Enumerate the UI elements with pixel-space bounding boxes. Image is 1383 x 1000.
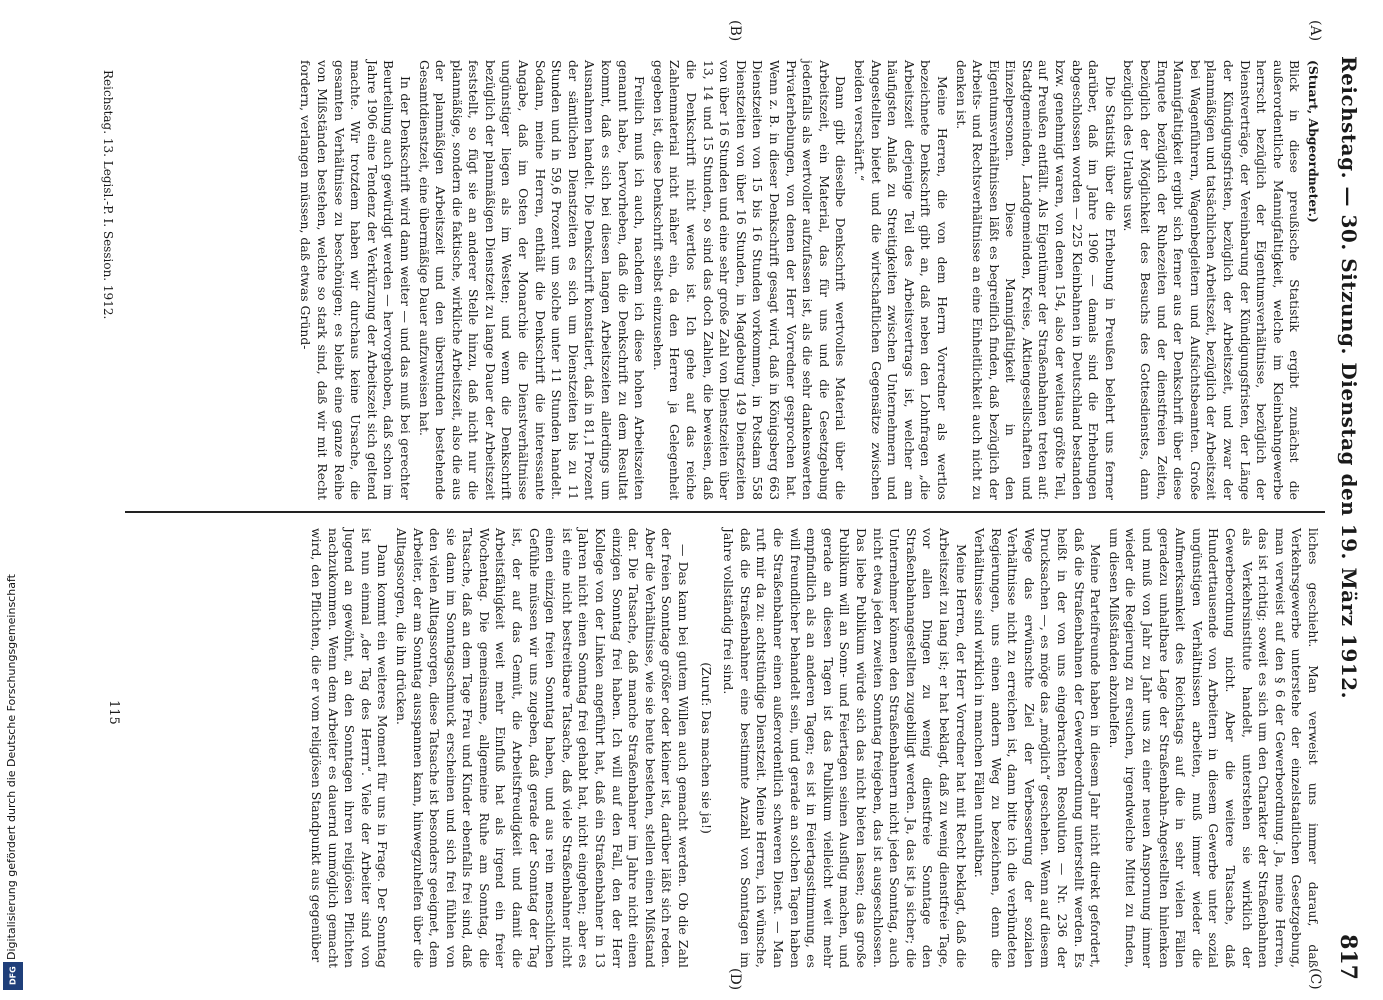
paragraph: Dann gibt dieselbe Denkschrift wertvolles Material über die Arbeitszeit, ein Material, das für uns und die Gesetzgebung jedenfalls als wertvoller aufzufassen ist, als die sehr dankenswerten Privaterhebungen, von denen der Herr Vorredner gesprochen hat. Wenn z. B. in dieser Denkschrift gesagt wird, daß in Königsberg 663 Dienstzeiten von 15 bis 16 Stunden vorkommen, in Potsdam 558 Dienstzeiten von über 16 Stunden, in Magdeburg 149 Dienstzeiten von über 16 Stunden und eine sehr große Zahl von Dienstzeiten über 13, 14 und 15 Stunden, so sind das doch Zahlen, die beweisen, daß die Denkschrift nicht wertlos ist. Ich gehe auf das reiche Zahlenmaterial nicht näher ein, da den Herren ja Gelegenheit gegeben ist, diese Denkschrift selbst einzusehen. <box>650 60 849 500</box>
running-title: Reichstag. — 30. Sitzung. Dienstag den 19. März 1912. <box>1337 56 1361 700</box>
paragraph: Die Statistik über die Erhebung in Preußen belehrt uns ferner darüber, daß im Jahre 1906 — damals sind die Erhebungen abgeschlossen worden — 225 Kleinbahnen in Deutschland bestanden bzw. genehmigt waren, von denen 154, also der weitaus größte Teil, auf Preußen entfällt. Als Eigentümer der Straßenbahnen treten auf: Stadtgemeinden, Landgemeinden, Kreise, Aktiengesellschaften und Einzelpersonen. Diese Mannigfaltigkeit in den Eigentumsverhältnissen läßt es begreiflich finden, daß bezüglich der Arbeits- und Rechtsverhältnisse an eine Einheitlichkeit auch nicht zu denken ist. <box>953 60 1118 500</box>
right-column <box>305 528 1321 968</box>
page-number: 817 <box>1335 934 1361 980</box>
margin-mark-b: (B) <box>727 20 743 42</box>
paragraph: liches geschieht. Man verweist uns immer darauf, daß Verkehrsgewerbe unterstehe der einzelstaatlichen Gesetzgebung, man verweist auf den § 6 der Gewerbeordnung. Ja, meine Herren, das ist richtig; soweit es sich um den Charakter der Straßenbahnen als Verkehrsinstitute handelt, unterstehen sie wirklich der Gewerbeordnung nicht. Aber die weitere Tatsache, daß Hunderttausende von Arbeitern in diesem Gewerbe unter sozial ungünstigen Verhältnissen arbeiten, muß immer wieder die Aufmerksamkeit des Reichstags auf die in sehr vielen Fällen geradezu unhaltbare Lage der Straßenbahn-Angestellten hinlenken und muß von Jahr zu Jahr uns zu einer neuen Anspornung immer wieder die Regierung zu ersuchen, irgendwelche Mittel zu finden, um diesen Mißständen abzuhelfen. <box>1106 528 1321 968</box>
dfg-logo: DFG <box>3 962 23 990</box>
interjection: (Zuruf: Das machen sie ja!) <box>698 662 714 834</box>
margin-mark-d: (D) <box>727 968 743 991</box>
paragraph: In der Denkschrift wird dann weiter — und das muß bei gerechter Beurteilung auch gewürdigt werden — hervorgehoben, daß schon im Jahre 1906 eine Tendenz der Verkürzung der Arbeitszeit sich geltend machte. Wir trotzdem haben wir durchaus keine Ursache, die gesamten Verhältnisse zu beschönigen; es bleibt eine ganze Reihe von Mißständen bestehen, welche so stark sind, daß wir mit Recht fordern, verlangen müssen, daß etwas Gründ- <box>298 60 413 500</box>
paragraph: Freilich muß ich auch, nachdem ich diese hohen Arbeitszeiten genannt habe, hervorheben, daß die Denkschrift zu dem Resultat kommt, daß es sich bei diesen langen Arbeitszeiten allerdings um Ausnahmen handelt. Die Denkschrift konstatiert, daß in 81,1 Prozent der sämtlichen Dienstzeiten es sich um Dienstzeiten bis zu 11 Stunden und in 59,6 Prozent um solche unter 11 Stunden handelt. Sodann, meine Herren, enthält die Denkschrift die interessante Angabe, daß im Osten der Monarchie die Dienstverhältnisse ungünstiger liegen als im Westen; und wenn die Denkschrift bezüglich der planmäßigen Dienstzeit zu lange Dauer der Arbeitszeit feststellt, so fügt sie an anderer Stelle hinzu, daß nicht nur die planmäßige, sondern die faktische, wirkliche Arbeitszeit, also die aus der planmäßigen Arbeitszeit und den überstunden bestehende Gesamtdienstzeit, eine übermäßige Dauer aufzuweisen hat. <box>416 60 648 500</box>
paragraph: Dann kommt ein weiteres Moment für uns in Frage. Der Sonntag ist nun einmal „der Tag des Herrn“. Viele der Arbeiter sind von Jugend an gewöhnt, an den Sonntagen ihren religiösen Pflichten nachzukommen. Wenn dem Arbeiter es dauernd unmöglich gemacht wird, den Pflichten, die er vom religiösen Standpunkt aus gegenüber <box>308 528 391 968</box>
signature-number: 115 <box>106 700 121 725</box>
paragraph: Meine Herren, die von dem Herrn Vorredner als wertlos bezeichnete Denkschrift gibt an, daß neben den Lohnfragen „die Arbeitszeit derjenige Teil des Arbeitsvertrags ist, welcher am häufigsten Anlaß zu Streitigkeiten zwischen Unternehmern und Angestellten bietet und die wirtschaftlichen Gegensätze zwischen beiden verschärft.“ <box>851 60 950 500</box>
paragraph: Meine Parteifreunde haben in diesem Jahr nicht direkt gefordert, daß die Straßenbahnen der Gewerbeordnung unterstellt werden. Es heißt in der von uns eingebrachten Resolution — Nr. 236 der Drucksachen —, es möge das „möglich“ geschehen. Wenn auf diesem Wege das erwünschte Ziel der Verbesserung der sozialen Verhältnisse nicht zu erreichen ist, dann bitte ich die verbündeten Regierungen, uns einen andern Weg zu bezeichnen, denn die Verhältnisse sind wirklich in manchen Fällen unhaltbar. <box>972 528 1104 968</box>
paragraph: Meine Herren, der Herr Vorredner hat mit Recht beklagt, daß die Arbeitszeit zu lang ist; er hat beklagt, daß zu wenig dienstfreie Tage, vor allen Dingen zu wenig dienstfreie Sonntage den Straßenbahnangestellten zugebilligt werden. Ja, das ist ja sicher; die Unternehmer können den Straßenbahnern nicht jeden Sonntag, auch nicht etwa jeden zweiten Sonntag freigeben, das ist ausgeschlossen. Das liebe Publikum würde sich das nicht bieten lassen; das große Publikum will an Sonn- und Feiertagen seinen Ausflug machen, und gerade an diesen Tagen ist das Publikum vielleicht weit mehr empfindlich als an anderen Tagen; es ist in Feiertagsstimmung, es will freundlicher behandelt sein, und gerade an solchen Tagen haben die Straßenbahner einen außerordentlich schweren Dienst. — Man ruft mir da zu: achtstündige Dienstzeit. Meine Herren, ich wünsche, daß die Straßenbahner eine bestimmte Anzahl von Sonntagen im Jahre vollständig frei sind. <box>721 528 969 968</box>
margin-mark-c: (C) <box>1307 968 1323 990</box>
session-note: Reichstag. 13. Legisl.-P. I. Session. 1912. <box>101 70 115 320</box>
column-divider <box>125 511 1325 513</box>
left-column <box>295 60 1321 500</box>
paragraph: Blick in diese preußische Statistik ergibt zunächst die außerordentliche Mannigfaltigkeit, welche im Kleinbahngewerbe herrscht bezüglich der Eigentumsverhältnisse, bezüglich der Dienstverträge, der Vereinbarung der Kündigungsfristen, der Länge der Kündigungsfristen, bezüglich der Arbeitszeit, und zwar der planmäßigen und tatsächlichen Arbeitszeit, bezüglich der Arbeitszeit bei Wagenführern, Wagenbegleitern und Aufsichtsbeamten. Große Mannigfaltigkeit ergibt sich ferner aus der Denkschrift über diese Enquete bezüglich der Ruhezeiten und der dienstfreien Zeiten, bezüglich der Möglichkeit des Besuchs des Gottesdienstes, dann bezüglich des Urlaubs usw. <box>1121 60 1303 500</box>
digitization-note: Digitalisierung gefördert durch die Deutsche Forschungsgemeinschaft <box>5 574 18 960</box>
speaker-line: (Stuart, Abgeordneter.) <box>1306 60 1321 223</box>
page-header <box>1331 16 1361 986</box>
paragraph: — Das kann bei gutem Willen auch gemacht werden. Ob die Zahl der freien Sonntage größer oder kleiner ist, darüber läßt sich reden. Aber die Verhältnisse, wie sie heute bestehen, stellen einen Mißstand dar. Die Tatsache, daß manche Straßenbahner im Jahre nicht einen einzigen Sonntag frei haben. Ich will auf den Fall, den der Herr Kollege von der Linken angeführt hat, daß ein Straßenbahner in 13 Jahren nicht einen Sonntag frei gehabt hat, nicht eingehen; aber es ist eine nicht bestreitbare Tatsache, daß viele Straßenbahner nicht einen einzigen freien Sonntag haben, und aus rein menschlichen Gefühle müssen wir uns zugeben, daß gerade der Sonntag der Tag ist, der auf das Gemüt, die Arbeitsfreudigkeit und damit die Arbeitsfähigkeit weit mehr Einfluß hat als irgend ein freier Wochentag. Die gemeinsame, allgemeine Ruhe am Sonntag, die Tatsache, daß an dem Tage Frau und Kinder ebenfalls frei sind, daß sie dann im Sonntagsschmuck erscheinen und sich frei fühlen von den vielen Alltagssorgen, diese Tatsache ist besonders geeignet, dem Arbeiter, der am Sonntag ausspannen kann, hinwegzuhelfen über die Alltagssorgen, die ihn drücken. <box>393 528 692 968</box>
margin-mark-a: (A) <box>1307 20 1323 42</box>
